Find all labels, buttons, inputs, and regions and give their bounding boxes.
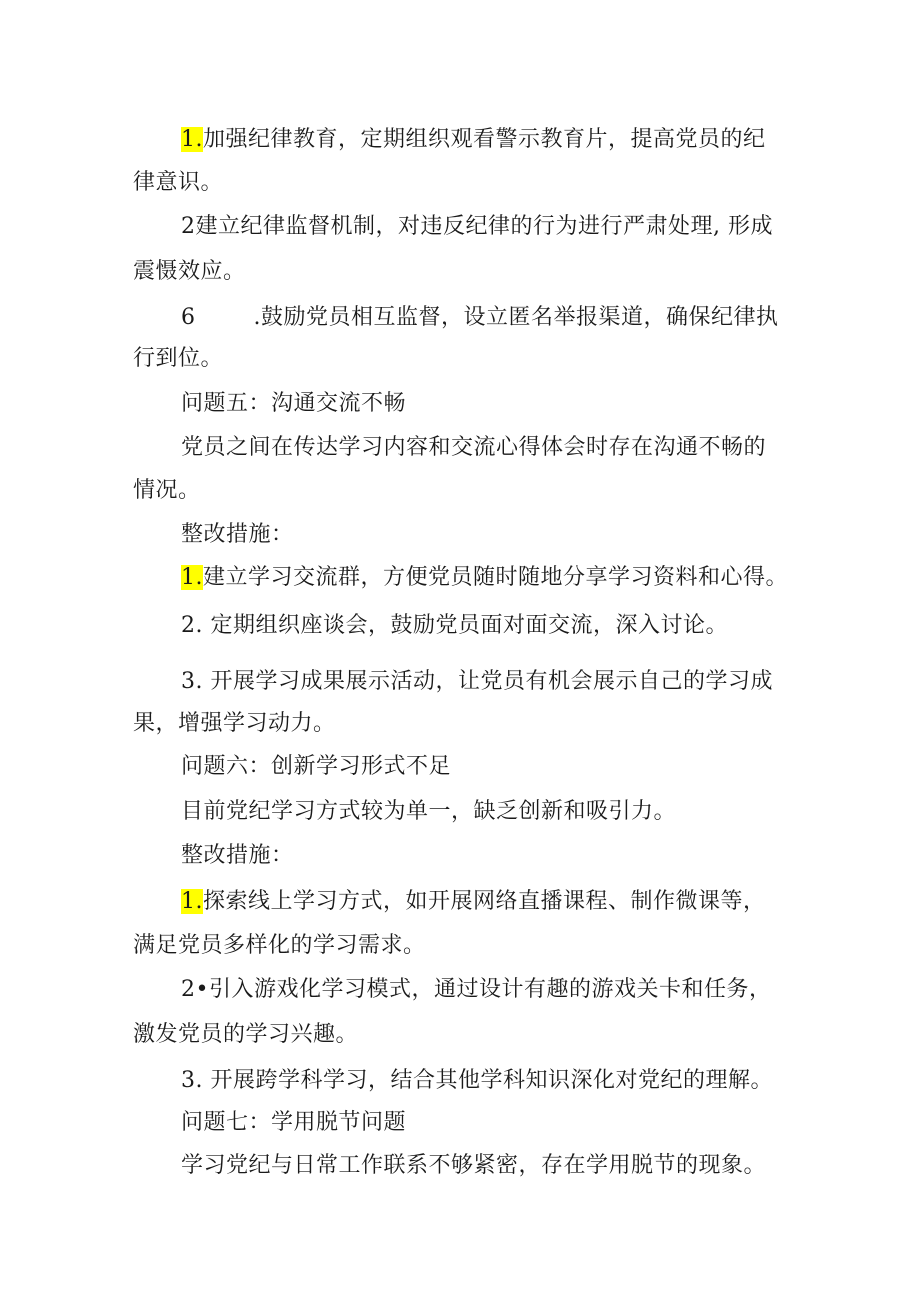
paragraph-line <box>133 476 201 506</box>
paragraph-line <box>181 797 676 827</box>
paragraph-line <box>133 709 336 739</box>
line-text: 律意识。 <box>133 170 224 195</box>
line-text: 3. 开展跨学科学习，结合其他学科知识深化对党纪的理解。 <box>181 1068 773 1093</box>
paragraph-line <box>181 563 788 593</box>
paragraph-line <box>133 1020 358 1050</box>
paragraph-line <box>181 887 766 917</box>
line-text: 行到位。 <box>133 346 224 371</box>
paragraph-line <box>133 257 246 287</box>
section-heading <box>181 389 406 419</box>
paragraph-line <box>181 433 766 463</box>
line-text: .鼓励党员相互监督，设立匿名举报渠道，确保纪律执 <box>253 305 779 330</box>
section-heading <box>181 752 451 782</box>
highlighted-list-number: 1. <box>181 565 203 590</box>
highlighted-list-number: 1. <box>181 127 203 152</box>
line-text: 整改措施： <box>181 522 294 547</box>
line-text: 问题五：沟通交流不畅 <box>181 391 407 416</box>
paragraph-line <box>181 303 779 333</box>
line-text: 满足党员多样化的学习需求。 <box>133 933 426 958</box>
paragraph-line <box>181 1066 773 1096</box>
line-text: 果，增强学习动力。 <box>133 711 336 736</box>
line-text: 党员之间在传达学习内容和交流心得体会时存在沟通不畅的 <box>181 435 767 460</box>
measures-heading <box>181 520 294 550</box>
paragraph-line <box>181 125 766 155</box>
paragraph-line <box>133 344 223 374</box>
line-text: 建立学习交流群，方便党员随时随地分享学习资料和心得。 <box>203 565 789 590</box>
paragraph-line <box>133 931 426 961</box>
line-text: 整改措施： <box>181 843 294 868</box>
paragraph-line <box>181 667 773 697</box>
line-text: 3. 开展学习成果展示活动，让党员有机会展示自己的学习成 <box>181 669 773 694</box>
line-text: 情况。 <box>133 478 201 503</box>
line-text: 问题七：学用脱节问题 <box>181 1110 407 1135</box>
line-text: 加强纪律教育，定期组织观看警示教育片，提高党员的纪 <box>203 127 766 152</box>
line-text: 2建立纪律监督机制，对违反纪律的行为进行严肃处理, 形成 <box>181 214 773 239</box>
paragraph-line <box>181 975 771 1005</box>
line-text: 2•引入游戏化学习模式，通过设计有趣的游戏关卡和任务， <box>181 977 772 1002</box>
line-text: 激发党员的学习兴趣。 <box>133 1022 359 1047</box>
line-text: 问题六：创新学习形式不足 <box>181 754 452 779</box>
line-text: 2. 定期组织座谈会，鼓励党员面对面交流，深入讨论。 <box>181 613 728 638</box>
line-text: 探索线上学习方式，如开展网络直播课程、制作微课等， <box>203 889 766 914</box>
list-number: 6 <box>181 305 196 330</box>
section-heading <box>181 1108 406 1138</box>
paragraph-line <box>133 168 223 198</box>
highlighted-list-number: 1. <box>181 889 203 914</box>
line-text: 学习党纪与日常工作联系不够紧密，存在学用脱节的现象。 <box>181 1153 767 1178</box>
paragraph-line <box>181 212 773 242</box>
paragraph-line <box>181 611 728 641</box>
measures-heading <box>181 841 294 871</box>
paragraph-line <box>181 1151 766 1181</box>
line-text: 震慑效应。 <box>133 259 246 284</box>
line-text: 目前党纪学习方式较为单一，缺乏创新和吸引力。 <box>181 799 677 824</box>
